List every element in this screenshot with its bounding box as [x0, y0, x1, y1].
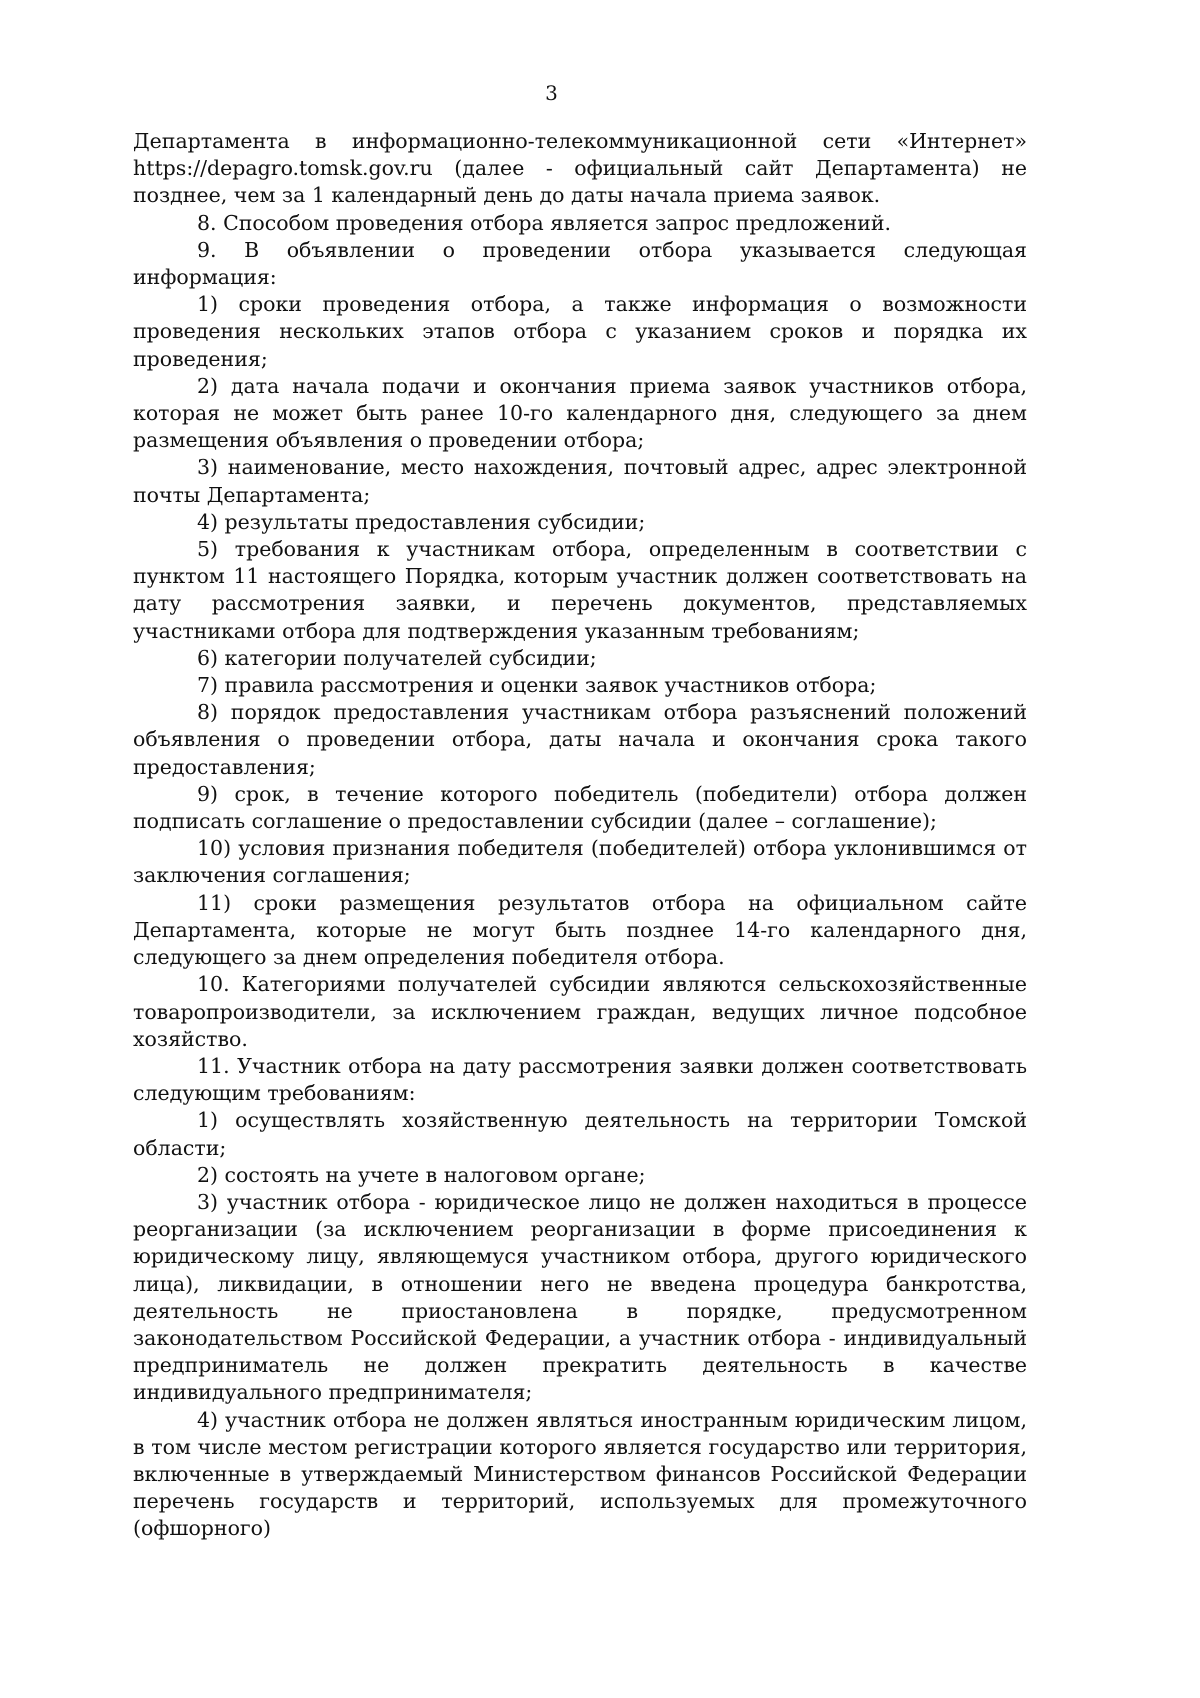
- paragraph-clause-11-item-4: 4) участник отбора не должен являться иностранным юридическим лицом, в том числе местом регистрации которого является государство или территория, включенные в утверждаемый Министерством финансов Российской Федерации перечень государств и территорий, используемых для промежуточного (офшорного): [133, 1407, 1027, 1541]
- paragraph-clause-8: 8. Способом проведения отбора является запрос предложений.: [197, 210, 892, 235]
- paragraph-clause-9-item-7: 7) правила рассмотрения и оценки заявок участников отбора;: [197, 673, 877, 698]
- paragraph-clause-9-item-2: 2) дата начала подачи и окончания приема заявок участников отбора, которая не может быть ранее 10-го календарного дня, следующего за днем размещения объявления о проведении отбора;: [133, 373, 1027, 453]
- paragraph-clause-9-item-1: 1) сроки проведения отбора, а также информация о возможности проведения нескольких этапов отбора с указанием сроков и порядка их проведения;: [133, 292, 1027, 371]
- page-number: 3: [545, 81, 558, 105]
- paragraph-clause-9-item-3: 3) наименование, место нахождения, почтовый адрес, адрес электронной почты Департамента;: [133, 455, 1027, 507]
- paragraph-clause-11-item-2: 2) состоять на учете в налоговом органе;: [197, 1162, 646, 1187]
- paragraph-continuation: Департамента в информационно-телекоммуникационной сети «Интернет» https://depagro.tomsk.gov.ru (далее - официальный сайт Департамента) не позднее, чем за 1 календарный день до даты начала приема заявок.: [133, 129, 1027, 208]
- paragraph-clause-9-item-5: 5) требования к участникам отбора, определенным в соответствии с пунктом 11 настоящего Порядка, которым участник должен соответствовать на дату рассмотрения заявки, и перечень документов, представляемых участниками отбора для подтверждения указанным требованиям;: [133, 537, 1027, 643]
- paragraph-clause-9-item-10: 10) условия признания победителя (победителей) отбора уклонившимся от заключения соглашения;: [133, 836, 1027, 888]
- document-body: [133, 128, 1027, 1543]
- paragraph-clause-11: 11. Участник отбора на дату рассмотрения заявки должен соответствовать следующим требованиям:: [133, 1053, 1027, 1106]
- paragraph-clause-9: 9. В объявлении о проведении отбора указывается следующая информация:: [133, 237, 1027, 290]
- paragraph-clause-11-item-1: 1) осуществлять хозяйственную деятельность на территории Томской области;: [133, 1108, 1027, 1160]
- paragraph-clause-9-item-8: 8) порядок предоставления участникам отбора разъяснений положений объявления о проведении отбора, даты начала и окончания срока такого предоставления;: [133, 700, 1027, 779]
- paragraph-clause-9-item-4: 4) результаты предоставления субсидии;: [197, 509, 646, 534]
- paragraph-clause-10: 10. Категориями получателей субсидии являются сельскохозяйственные товаропроизводители, за исключением граждан, ведущих личное подсобное хозяйство.: [133, 972, 1027, 1051]
- paragraph-clause-11-item-3: 3) участник отбора - юридическое лицо не должен находиться в процессе реорганизации (за исключением реорганизации в форме присоединения к юридическому лицу, являющемуся участником отбора, другого юридического лица), ликвидации, в отношении него не введена процедура банкротства, деятельность не приостановлена в порядке, предусмотренном законодательством Российской Федерации, а участник отбора - индивидуальный предприниматель не должен прекратить деятельность в качестве индивидуального предпринимателя;: [133, 1189, 1027, 1405]
- paragraph-clause-9-item-9: 9) срок, в течение которого победитель (победители) отбора должен подписать соглашение о предоставлении субсидии (далее – соглашение);: [133, 781, 1027, 834]
- paragraph-clause-9-item-6: 6) категории получателей субсидии;: [197, 645, 597, 670]
- paragraph-clause-9-item-11: 11) сроки размещения результатов отбора на официальном сайте Департамента, которые не могут быть позднее 14-го календарного дня, следующего за днем определения победителя отбора.: [133, 890, 1027, 970]
